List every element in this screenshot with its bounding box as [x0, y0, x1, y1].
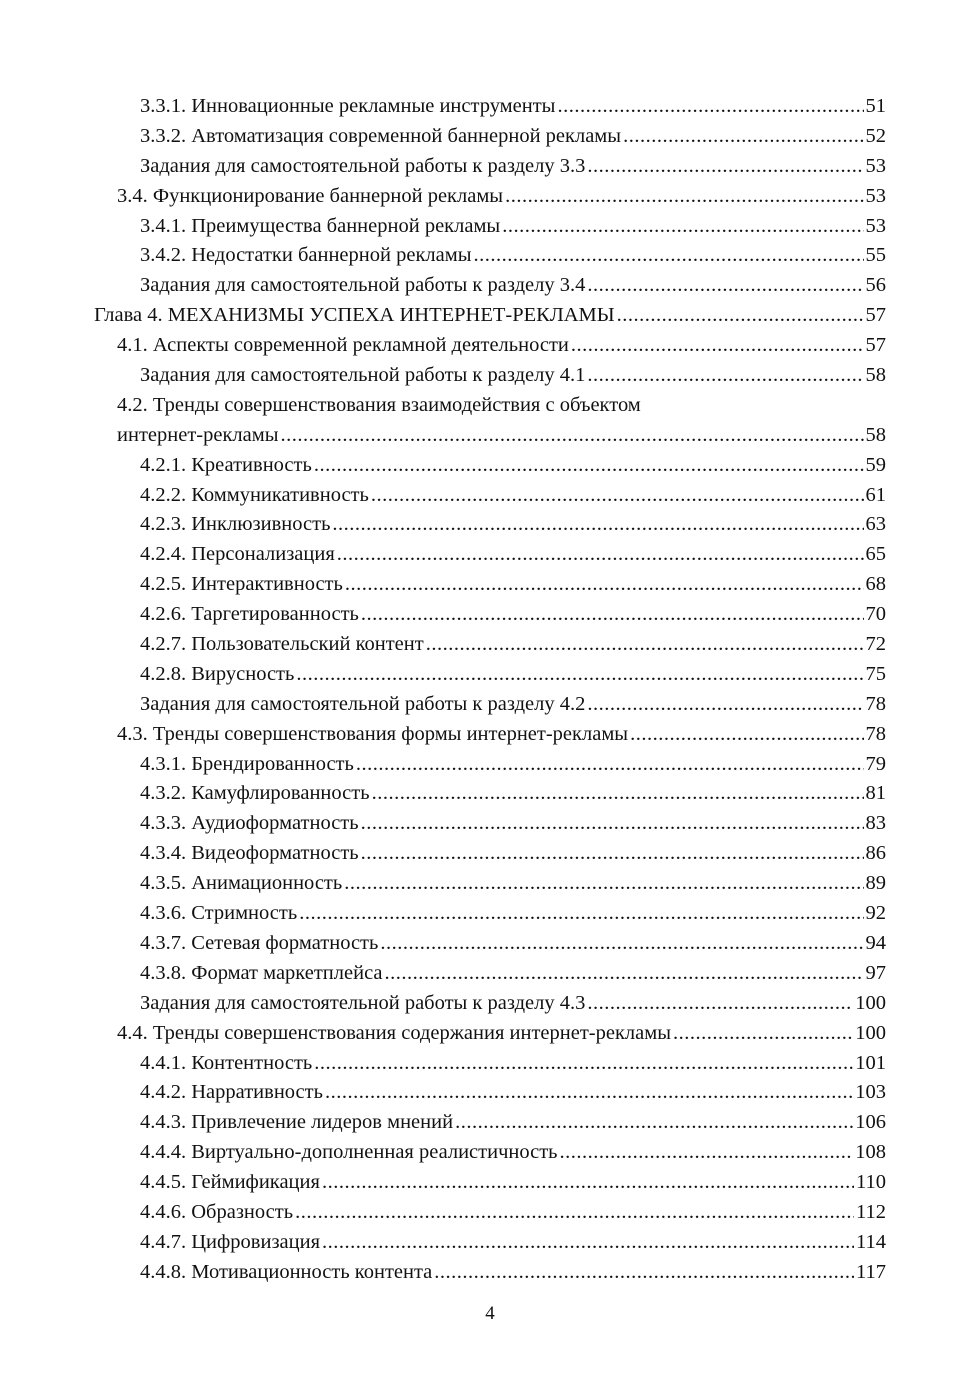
- toc-entry-page: 114: [856, 1230, 886, 1253]
- toc-entry-title: 3.4.2. Недостатки баннерной рекламы: [140, 244, 472, 267]
- toc-entry-page: 65: [865, 543, 886, 566]
- toc-entry-page: 86: [865, 842, 886, 865]
- toc-entry-title: 4.2.8. Вирусность: [140, 662, 295, 685]
- toc-entry[interactable]: [0, 1138, 980, 1168]
- toc-entry[interactable]: [0, 899, 980, 929]
- toc-entry[interactable]: [0, 839, 980, 869]
- toc-entry-title: Задания для самостоятельной работы к разделу 3.3: [140, 154, 586, 177]
- toc-entry-title-line[interactable]: 4.2. Тренды совершенствования взаимодействия с объектом: [117, 393, 641, 416]
- toc-entry-title: 4.3.1. Брендированность: [140, 752, 354, 775]
- toc-entry-page: 103: [855, 1081, 886, 1104]
- dot-leader: [337, 540, 864, 570]
- toc-entry[interactable]: [0, 481, 980, 511]
- dot-leader: [630, 720, 863, 750]
- toc-entry-title: 4.2.6. Таргетированность: [140, 603, 359, 626]
- toc-entry[interactable]: [0, 271, 980, 301]
- toc-entry-page: 59: [865, 453, 886, 476]
- toc-entry-title: 4.2.7. Пользовательский контент: [140, 633, 424, 656]
- toc-entry-page: 56: [865, 274, 886, 297]
- dot-leader: [299, 899, 863, 929]
- toc-entry-page: 79: [865, 752, 886, 775]
- toc-entry-page: 63: [865, 513, 886, 536]
- toc-entry-page: 92: [865, 902, 886, 925]
- toc-entry[interactable]: [0, 959, 980, 989]
- toc-entry[interactable]: [0, 1168, 980, 1198]
- toc-entry[interactable]: [0, 750, 980, 780]
- toc-entry-title: 4.3. Тренды совершенствования формы интернет-рекламы: [117, 722, 629, 745]
- dot-leader: [322, 1168, 854, 1198]
- toc-entry[interactable]: [0, 301, 980, 331]
- toc-entry-title: Задания для самостоятельной работы к разделу 4.1: [140, 364, 586, 387]
- dot-leader: [560, 1138, 854, 1168]
- toc-entry-page: 117: [856, 1260, 886, 1283]
- toc-entry[interactable]: [0, 1258, 980, 1288]
- dot-leader: [587, 271, 863, 301]
- toc-entry[interactable]: [0, 331, 980, 361]
- toc-entry[interactable]: [0, 720, 980, 750]
- toc-entry-page: 78: [865, 722, 886, 745]
- dot-leader: [371, 481, 864, 511]
- toc-entry-title: 4.1. Аспекты современной рекламной деятельности: [117, 334, 569, 357]
- dot-leader: [344, 869, 863, 899]
- toc-entry[interactable]: [0, 779, 980, 809]
- toc-entry-title: 4.2.3. Инклюзивность: [140, 513, 331, 536]
- toc-entry[interactable]: [0, 630, 980, 660]
- dot-leader: [314, 1049, 853, 1079]
- toc-entry-page: 108: [855, 1141, 886, 1164]
- toc-entry-page: 61: [865, 483, 886, 506]
- toc-entry-page: 83: [865, 812, 886, 835]
- dot-leader: [380, 929, 863, 959]
- toc-entry-page: 53: [865, 184, 886, 207]
- dot-leader: [587, 690, 863, 720]
- toc-entry[interactable]: [0, 809, 980, 839]
- toc-entry-page: 72: [865, 633, 886, 656]
- toc-entry[interactable]: [0, 361, 980, 391]
- dot-leader: [356, 750, 864, 780]
- toc-entry-page: 106: [855, 1111, 886, 1134]
- toc-entry[interactable]: [0, 929, 980, 959]
- dot-leader: [281, 421, 864, 451]
- toc-entry-page: 100: [855, 991, 886, 1014]
- toc-entry[interactable]: [0, 182, 980, 212]
- toc-entry-page: 53: [865, 154, 886, 177]
- dot-leader: [502, 212, 863, 242]
- dot-leader: [473, 241, 863, 271]
- toc-entry[interactable]: [0, 1019, 980, 1049]
- toc-entry-title: 4.4.7. Цифровизация: [140, 1230, 321, 1253]
- toc-entry-title: 4.3.5. Анимационность: [140, 872, 343, 895]
- toc-entry[interactable]: [0, 540, 980, 570]
- toc-entry[interactable]: [0, 570, 980, 600]
- toc-entry[interactable]: [0, 1228, 980, 1258]
- toc-entry-page: 58: [865, 423, 886, 446]
- toc-entry-page: 68: [865, 573, 886, 596]
- toc-entry-title: Задания для самостоятельной работы к разделу 3.4: [140, 274, 586, 297]
- toc-entry-title: 4.3.6. Стримность: [140, 902, 298, 925]
- dot-leader: [295, 1198, 854, 1228]
- toc-entry-title: 4.4. Тренды совершенствования содержания интернет-рекламы: [117, 1021, 672, 1044]
- toc-entry-page: 51: [865, 95, 886, 117]
- toc-entry-page: 89: [865, 872, 886, 895]
- toc-entry-title: 4.3.2. Камуфлированность: [140, 782, 370, 805]
- toc-entry-page: 75: [865, 662, 886, 685]
- toc-entry[interactable]: [0, 510, 980, 540]
- toc-entry[interactable]: [0, 690, 980, 720]
- toc-entry-title: 4.4.3. Привлечение лидеров мнений: [140, 1111, 454, 1134]
- toc-entry-page: 70: [865, 603, 886, 626]
- toc-entry-page: 53: [865, 214, 886, 237]
- toc-entry-page: 58: [865, 364, 886, 387]
- toc-entry-title: 4.4.1. Контентность: [140, 1051, 313, 1074]
- dot-leader: [505, 182, 863, 212]
- toc-entry-title: 4.4.8. Мотивационность контента: [140, 1260, 433, 1283]
- toc-entry-page: 110: [856, 1171, 886, 1194]
- toc-entry-title: Глава 4. МЕХАНИЗМЫ УСПЕХА ИНТЕРНЕТ-РЕКЛАМЫ: [94, 304, 615, 327]
- toc-entry-page: 57: [865, 304, 886, 327]
- toc-entry[interactable]: [0, 1198, 980, 1228]
- toc-entry-title: Задания для самостоятельной работы к разделу 4.2: [140, 692, 586, 715]
- toc-entry[interactable]: [0, 122, 980, 152]
- toc-entry[interactable]: [0, 152, 980, 182]
- toc-entry-page: 57: [865, 334, 886, 357]
- dot-leader: [322, 1228, 854, 1258]
- dot-leader: [623, 122, 863, 152]
- toc-entry-title: 4.3.3. Аудиоформатность: [140, 812, 359, 835]
- toc-entry-title: 4.4.2. Нарративность: [140, 1081, 323, 1104]
- toc-entry-title: 4.4.5. Геймификация: [140, 1171, 320, 1194]
- toc-entry[interactable]: [0, 600, 980, 630]
- toc-entry-title: интернет-рекламы: [117, 423, 279, 446]
- toc-entry-page: 112: [856, 1200, 886, 1223]
- toc-entry-title: 4.2.4. Персонализация: [140, 543, 335, 566]
- toc-entry-page: 101: [855, 1051, 886, 1074]
- dot-leader: [361, 839, 864, 869]
- toc-entry-title: Задания для самостоятельной работы к разделу 4.3: [140, 991, 586, 1014]
- toc-entry-page: 94: [865, 931, 886, 954]
- dot-leader: [587, 152, 863, 182]
- dot-leader: [434, 1258, 854, 1288]
- toc-entry[interactable]: [0, 451, 980, 481]
- toc-entry[interactable]: [0, 1078, 980, 1108]
- toc-entry[interactable]: [0, 241, 980, 271]
- toc-entry-title: 4.2.5. Интерактивность: [140, 573, 343, 596]
- toc-entry-page: 97: [865, 961, 886, 984]
- dot-leader: [361, 809, 864, 839]
- toc-entry-title: 4.4.4. Виртуально-дополненная реалистичность: [140, 1141, 558, 1164]
- toc-entry-title: 4.4.6. Образность: [140, 1200, 294, 1223]
- dot-leader: [557, 92, 863, 122]
- toc-entry-title: 4.3.8. Формат маркетплейса: [140, 961, 383, 984]
- dot-leader: [314, 451, 864, 481]
- table-of-contents: [0, 92, 980, 1288]
- toc-entry-title: 4.2.1. Креативность: [140, 453, 312, 476]
- toc-entry-title: 4.3.4. Видеоформатность: [140, 842, 359, 865]
- toc-entry[interactable]: [0, 660, 980, 690]
- toc-entry-page: 78: [865, 692, 886, 715]
- dot-leader: [296, 660, 863, 690]
- toc-entry[interactable]: [0, 869, 980, 899]
- dot-leader: [345, 570, 864, 600]
- toc-entry-page: 81: [865, 782, 886, 805]
- toc-entry[interactable]: [0, 421, 980, 451]
- toc-entry[interactable]: [0, 1049, 980, 1079]
- toc-entry-page: 55: [865, 244, 886, 267]
- dot-leader: [372, 779, 864, 809]
- toc-entry-title: 3.3.1. Инновационные рекламные инструменты: [140, 95, 556, 117]
- toc-entry-page: 100: [855, 1021, 886, 1044]
- dot-leader: [361, 600, 864, 630]
- toc-entry[interactable]: [0, 92, 980, 122]
- dot-leader: [587, 361, 863, 391]
- dot-leader: [571, 331, 864, 361]
- dot-leader: [455, 1108, 853, 1138]
- dot-leader: [426, 630, 864, 660]
- toc-entry-title: 4.3.7. Сетевая форматность: [140, 931, 379, 954]
- dot-leader: [332, 510, 863, 540]
- toc-entry-title: 3.4.1. Преимущества баннерной рекламы: [140, 214, 501, 237]
- dot-leader: [617, 301, 864, 331]
- page-number: 4: [485, 1303, 495, 1324]
- dot-leader: [587, 989, 853, 1019]
- toc-entry-title: 4.2.2. Коммуникативность: [140, 483, 369, 506]
- toc-entry-page: 52: [865, 124, 886, 147]
- dot-leader: [325, 1078, 853, 1108]
- toc-entry[interactable]: [0, 212, 980, 242]
- dot-leader: [673, 1019, 853, 1049]
- toc-entry-title: 3.4. Функционирование баннерной рекламы: [117, 184, 504, 207]
- dot-leader: [385, 959, 864, 989]
- toc-entry[interactable]: [0, 989, 980, 1019]
- toc-entry[interactable]: [0, 1108, 980, 1138]
- toc-entry-title: 3.3.2. Автоматизация современной баннерной рекламы: [140, 124, 622, 147]
